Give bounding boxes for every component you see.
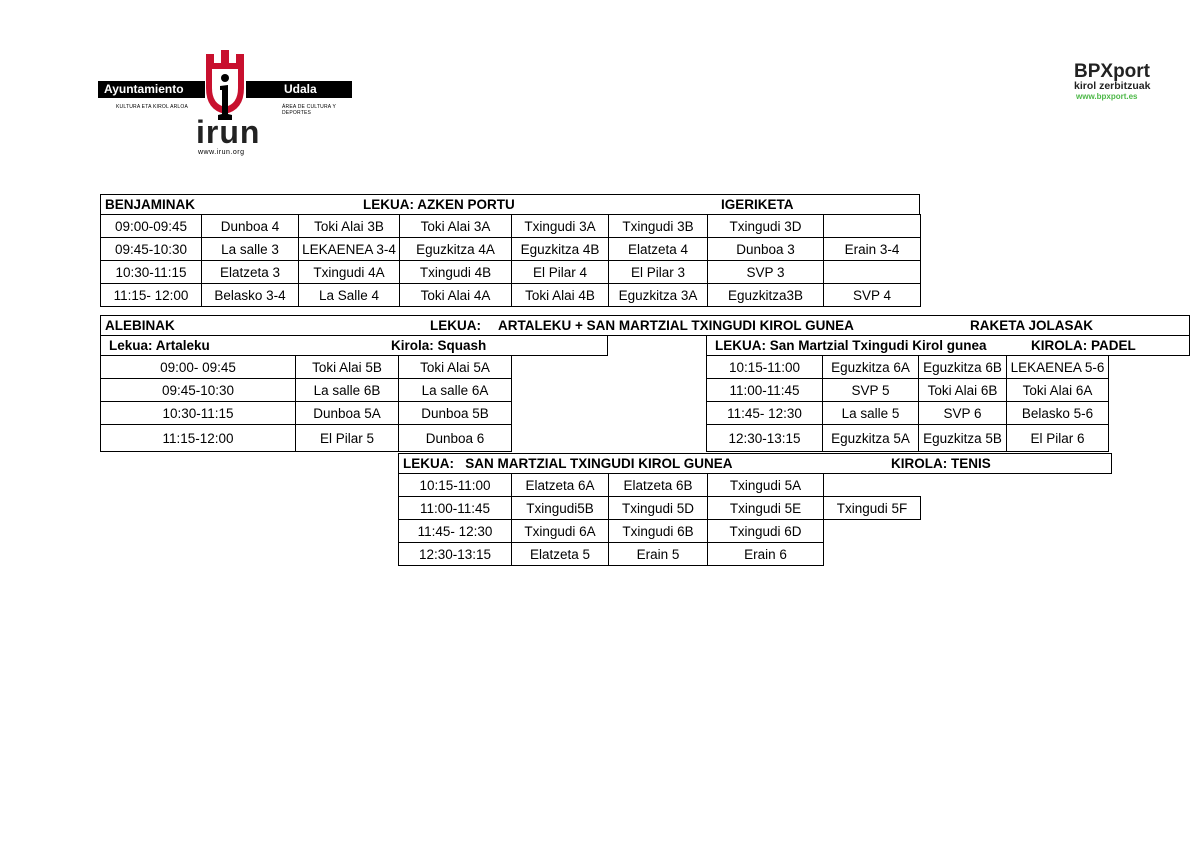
- cell: La salle 6A: [399, 379, 512, 402]
- irun-logo: [98, 48, 354, 160]
- cell: SVP 5: [823, 379, 919, 402]
- logo-url: www.irun.org: [198, 149, 245, 156]
- cell: Eguzkitza 5A: [823, 425, 919, 452]
- cell: El Pilar 4: [512, 261, 609, 284]
- table-row: [101, 261, 921, 284]
- benjaminak-place: LEKUA: AZKEN PORTU: [363, 197, 515, 212]
- cell: LEKAENEA 5-6: [1007, 356, 1109, 379]
- squash-table: [100, 355, 512, 452]
- cell: Txingudi 4A: [299, 261, 400, 284]
- cell: Eguzkitza 4B: [512, 238, 609, 261]
- cell: Txingudi 6A: [512, 520, 609, 543]
- cell: [824, 261, 921, 284]
- cell: Txingudi 5F: [824, 497, 921, 520]
- cell: Txingudi 5E: [708, 497, 824, 520]
- table-row: [707, 425, 1109, 452]
- padel-sport: KIROLA: PADEL: [1031, 338, 1136, 353]
- cell: Eguzkitza3B: [708, 284, 824, 307]
- cell: Erain 3-4: [824, 238, 921, 261]
- table-row: [707, 356, 1109, 379]
- cell: Elatzeta 5: [512, 543, 609, 566]
- cell: Toki Alai 4B: [512, 284, 609, 307]
- cell: Txingudi 4B: [400, 261, 512, 284]
- cell: Eguzkitza 5B: [919, 425, 1007, 452]
- table-row: [101, 284, 921, 307]
- table-row: [707, 402, 1109, 425]
- benjaminak-header: [100, 194, 920, 215]
- cell: 10:30-11:15: [101, 261, 202, 284]
- cell: Elatzeta 4: [609, 238, 708, 261]
- alebinak-place: ARTALEKU + SAN MARTZIAL TXINGUDI KIROL GUNEA: [498, 318, 854, 333]
- cell: 11:45- 12:30: [707, 402, 823, 425]
- cell: La salle 3: [202, 238, 299, 261]
- bpx-tagline: kirol zerbitzuak: [1074, 80, 1151, 92]
- logo-right-sub: ÁREA DE CULTURA Y DEPORTES: [282, 104, 336, 116]
- table-row: [101, 402, 512, 425]
- tenis-header: [398, 453, 1112, 474]
- squash-sport: Kirola: Squash: [391, 338, 487, 353]
- cell: La Salle 4: [299, 284, 400, 307]
- castle-emblem-icon: [202, 48, 248, 124]
- cell: 09:45-10:30: [101, 379, 296, 402]
- table-row: [399, 543, 921, 566]
- cell: 11:15-12:00: [101, 425, 296, 452]
- cell: Elatzeta 3: [202, 261, 299, 284]
- cell: 09:00-09:45: [101, 215, 202, 238]
- cell: Dunboa 4: [202, 215, 299, 238]
- tenis-sport: KIROLA: TENIS: [891, 456, 991, 471]
- cell: Eguzkitza 6B: [919, 356, 1007, 379]
- padel-place: LEKUA: San Martzial Txingudi Kirol gunea: [715, 338, 987, 353]
- cell: [824, 543, 921, 566]
- cell: 09:45-10:30: [101, 238, 202, 261]
- cell: Erain 6: [708, 543, 824, 566]
- table-row: [101, 425, 512, 452]
- cell: 10:15-11:00: [399, 474, 512, 497]
- cell: Eguzkitza 4A: [400, 238, 512, 261]
- cell: Dunboa 3: [708, 238, 824, 261]
- cell: 10:30-11:15: [101, 402, 296, 425]
- cell: El Pilar 5: [296, 425, 399, 452]
- cell: Elatzeta 6A: [512, 474, 609, 497]
- cell: 12:30-13:15: [399, 543, 512, 566]
- cell: SVP 4: [824, 284, 921, 307]
- table-row: [101, 238, 921, 261]
- cell: Belasko 5-6: [1007, 402, 1109, 425]
- cell: 10:15-11:00: [707, 356, 823, 379]
- cell: Txingudi5B: [512, 497, 609, 520]
- cell: Dunboa 5A: [296, 402, 399, 425]
- cell: Toki Alai 3B: [299, 215, 400, 238]
- cell: Belasko 3-4: [202, 284, 299, 307]
- cell: 12:30-13:15: [707, 425, 823, 452]
- cell: La salle 5: [823, 402, 919, 425]
- cell: Toki Alai 5A: [399, 356, 512, 379]
- cell: [824, 520, 921, 543]
- table-row: [707, 379, 1109, 402]
- cell: Toki Alai 4A: [400, 284, 512, 307]
- cell: Txingudi 3A: [512, 215, 609, 238]
- squash-header: [100, 335, 608, 356]
- table-row: [101, 379, 512, 402]
- logo-left-sub: KULTURA ETA KIROL ARLOA: [116, 104, 189, 110]
- alebinak-sport: RAKETA JOLASAK: [970, 318, 1094, 333]
- cell: [824, 474, 921, 497]
- alebinak-group: ALEBINAK: [105, 318, 175, 333]
- cell: Erain 5: [609, 543, 708, 566]
- cell: La salle 6B: [296, 379, 399, 402]
- padel-header: [706, 335, 1190, 356]
- cell: Dunboa 6: [399, 425, 512, 452]
- cell: [824, 215, 921, 238]
- table-row: [399, 520, 921, 543]
- cell: El Pilar 3: [609, 261, 708, 284]
- cell: Txingudi 5A: [708, 474, 824, 497]
- cell: Toki Alai 6A: [1007, 379, 1109, 402]
- cell: 09:00- 09:45: [101, 356, 296, 379]
- cell: Toki Alai 3A: [400, 215, 512, 238]
- logo-city: irun: [196, 114, 261, 150]
- cell: Txingudi 3D: [708, 215, 824, 238]
- cell: Eguzkitza 3A: [609, 284, 708, 307]
- table-row: [101, 356, 512, 379]
- cell: Txingudi 6D: [708, 520, 824, 543]
- cell: 11:15- 12:00: [101, 284, 202, 307]
- cell: Txingudi 3B: [609, 215, 708, 238]
- bpx-url: www.bpxport.es: [1076, 92, 1138, 101]
- cell: Elatzeta 6B: [609, 474, 708, 497]
- cell: LEKAENEA 3-4: [299, 238, 400, 261]
- cell: Txingudi 6B: [609, 520, 708, 543]
- tenis-table: [398, 473, 921, 566]
- tenis-place: LEKUA: SAN MARTZIAL TXINGUDI KIROL GUNEA: [403, 456, 733, 471]
- bpx-name: BPXport: [1074, 61, 1150, 82]
- cell: SVP 6: [919, 402, 1007, 425]
- alebinak-header: [100, 315, 1190, 336]
- cell: Toki Alai 5B: [296, 356, 399, 379]
- cell: SVP 3: [708, 261, 824, 284]
- table-row: [399, 474, 921, 497]
- cell: Eguzkitza 6A: [823, 356, 919, 379]
- squash-place: Lekua: Artaleku: [109, 338, 210, 353]
- cell: Txingudi 5D: [609, 497, 708, 520]
- cell: 11:00-11:45: [707, 379, 823, 402]
- cell: El Pilar 6: [1007, 425, 1109, 452]
- bpxport-logo: [1072, 62, 1182, 104]
- benjaminak-sport: IGERIKETA: [721, 197, 794, 212]
- cell: Toki Alai 6B: [919, 379, 1007, 402]
- logo-left-label: Ayuntamiento: [98, 81, 205, 98]
- table-row: [101, 215, 921, 238]
- logo-right-label: Udala: [246, 81, 352, 98]
- benjaminak-table: [100, 214, 921, 307]
- cell: Dunboa 5B: [399, 402, 512, 425]
- table-row: [399, 497, 921, 520]
- alebinak-place-label: LEKUA:: [430, 318, 481, 333]
- benjaminak-group: BENJAMINAK: [105, 197, 196, 212]
- cell: 11:00-11:45: [399, 497, 512, 520]
- padel-table: [706, 355, 1109, 452]
- cell: 11:45- 12:30: [399, 520, 512, 543]
